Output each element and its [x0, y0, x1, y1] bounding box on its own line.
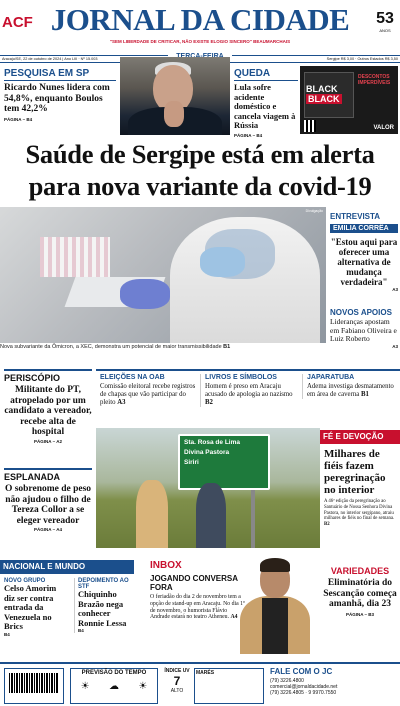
cloud-icon: ☁ — [108, 681, 119, 692]
lula-photo — [120, 57, 230, 135]
dateline-right: Sergipe R$ 3,00 · Outros Estados R$ 3,50 — [326, 57, 398, 61]
kicker: QUEDA — [234, 68, 271, 79]
quote: "Estou aqui para oferecer uma alternativa de mudança verdadeira" — [330, 237, 398, 287]
phone-2[interactable]: (79) 3226.4805 — [270, 690, 304, 696]
nacional-col2[interactable]: DEPOIMENTO AO STF Chiquinho Brazão nega conhecer Ronnie Lessa B4 — [74, 578, 138, 633]
fe-story[interactable] — [324, 448, 398, 528]
phone-1[interactable]: (79) 3226.4800 — [270, 678, 304, 684]
top-right-story[interactable] — [234, 68, 298, 138]
anniversary-badge: 53 ANOS — [376, 10, 394, 33]
page-ref: PÁGINA – B4 — [234, 132, 263, 138]
top-left-story[interactable] — [4, 68, 116, 122]
entrevista[interactable]: ENTREVISTA EMILIA CORRÊA "Estou aqui para oferecer uma alternativa de mudança verdadeira" A3 — [330, 212, 398, 292]
phone-3[interactable]: 9 9970.7550 — [308, 690, 337, 696]
inbox-kicker: INBOX — [150, 560, 182, 571]
page-ref: PÁGINA – B4 — [4, 116, 33, 122]
kicker: PERISCÓPIO — [4, 373, 61, 383]
kicker: ENTREVISTA — [330, 212, 381, 221]
text: O sobrenome de peso não ajudou o filho de Tereza Collor a se eleger vereador — [4, 484, 92, 526]
text: Militante do PT, atropelado por um candidato a vereador, recebe alta de hospital — [4, 385, 92, 437]
headline: Lula sofre acidente doméstico e cancela viagem à Rússia — [234, 82, 296, 130]
contact-box[interactable]: FALE COM O JC (79) 3226.4800 comercial@jornaldacidade.net (79) 3226.4805 · 9 9970.7550 — [270, 667, 398, 696]
strip-item-livros[interactable]: LIVROS E SÍMBOLOS Homem é preso em Aracaju acusado de apologia ao nazismo B2 — [200, 374, 298, 407]
headline: Milhares de fiéis fazem peregrinação no interior — [324, 448, 386, 496]
pilgrims-photo — [96, 428, 320, 548]
headline: Ricardo Nunes lidera com 54,8%, enquanto Boulos tem 42,2% — [4, 83, 110, 114]
esplanada[interactable]: ESPLANADA O sobrenome de peso não ajudou o filho de Tereza Collor a se eleger vereador PÁGINA – A4 — [4, 468, 92, 532]
novos-apoios[interactable]: NOVOS APOIOS Lideranças apostam em Fabiano Oliveira e Luiz Roberto A3 — [330, 308, 398, 349]
inbox-story[interactable]: JOGANDO CONVERSA FORA O feriadão do dia 2 de novembro tem a opção de stand-up em Aracaju. No dia 1º de novembro, o humorista Flávio Andrade estará no teatro Atheneu. A4 — [150, 574, 245, 621]
strip-item-oab[interactable]: ELEIÇÕES NA OAB Comissão eleitoral recebe registros de chapas que vão participar do pleito A3 — [100, 374, 196, 406]
barcode-box — [4, 668, 64, 704]
weather-box: PREVISÃO DO TEMPO ☀ ☁ ☀ — [70, 668, 158, 704]
fe-kicker: FÉ E DEVOÇÃO — [320, 430, 400, 444]
main-headline[interactable]: Saúde de Sergipe está em alerta para nova variante da covid-19 — [25, 139, 375, 201]
weather-icons — [71, 681, 157, 692]
black-friday-ad[interactable]: BLACK BLACK DESCONTOS IMPERDÍVEIS VALOR — [300, 66, 398, 134]
acf-logo: ACF — [2, 14, 33, 31]
kicker: ESPLANADA — [4, 472, 61, 482]
headline: Lideranças apostam em Fabiano Oliveira e Luiz Roberto — [330, 317, 397, 343]
dateline-left: Aracaju/SE, 22 de outubro de 2024 | Ano LIII · Nº 15.003 — [2, 57, 98, 61]
slogan: "SEM LIBERDADE DE CRITICAR, NÃO EXISTE ELOGIO SINCERO" BEAUMARCHAIS — [109, 39, 291, 44]
lab-photo: Divulgação — [0, 207, 326, 343]
interviewee-name: EMILIA CORRÊA — [330, 224, 398, 233]
tides-box: MARÉS — [194, 668, 264, 704]
sun-icon: ☀ — [138, 681, 148, 692]
road-sign: Sta. Rosa de Lima Divina Pastora Siriri — [178, 434, 270, 490]
qr-code-icon — [304, 120, 316, 132]
periscopio[interactable]: PERISCÓPIO Militante do PT, atropelado por um candidato a vereador, recebe alta de hospital PÁGINA – A2 — [4, 369, 92, 444]
comedian-photo — [232, 556, 318, 654]
variedades[interactable]: VARIEDADES Eliminatória do Sescanção começa amanhã, dia 23 PÁGINA – B3 — [323, 566, 397, 617]
nacional-band: NACIONAL E MUNDO — [0, 560, 134, 574]
kicker: PESQUISA EM SP — [4, 68, 90, 79]
sun-icon: ☀ — [80, 681, 90, 692]
email[interactable]: comercial@jornaldacidade.net — [270, 684, 338, 690]
text: A 46ª edição da peregrinação ao Santuário de Nossa Senhora Divina Pastora, no interior sergipano, atraiu milhares de fiéis no final de semana. B2 — [324, 499, 395, 528]
kicker: NOVOS APOIOS — [330, 308, 392, 317]
news-strip — [96, 369, 400, 424]
masthead[interactable]: JORNAL DA CIDADE — [50, 2, 350, 37]
nacional-col1[interactable]: NOVO GRUPO Celso Amorim diz ser contra entrada da Venezuela no Brics B4 — [4, 578, 57, 637]
photo-caption: Nova subvariante da Ômicron, a XEC, demonstra um potencial de maior transmissibilidade B1 — [0, 344, 231, 350]
uv-index: ÍNDICE UV 7 ALTO — [164, 668, 190, 694]
strip-item-japaratuba[interactable]: JAPARATUBA Adema investiga desmatamento em área de caverna B1 — [302, 374, 400, 399]
footer — [0, 662, 400, 706]
